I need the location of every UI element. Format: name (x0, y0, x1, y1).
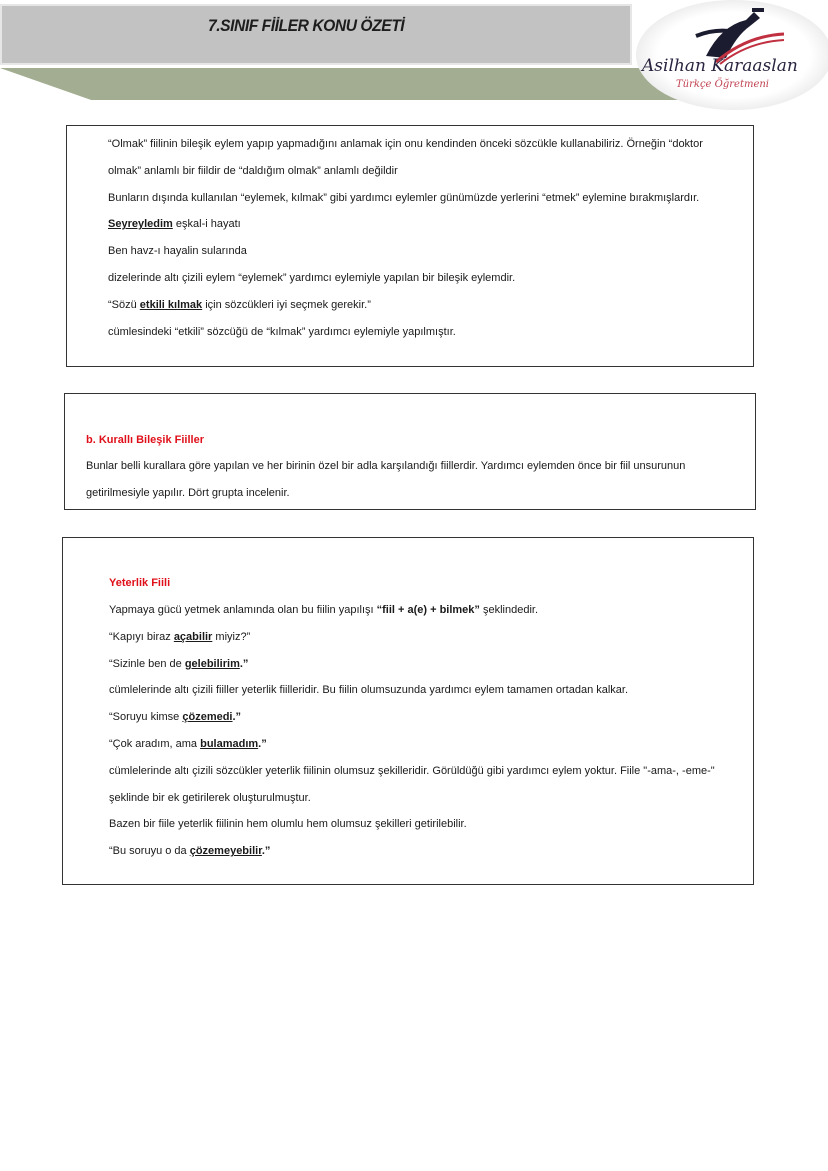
text-segment: .” (232, 711, 242, 724)
text-segment: “Sizinle ben de (109, 657, 185, 670)
text-line (109, 711, 241, 723)
text-segment: “Olmak” fiilinin bileşik eylem yapıp yapmadığını anlamak için onu kendinden önceki sözcükle kullanabiliriz. Örneğin “doktor (108, 138, 703, 150)
text-segment: dizelerinde altı çizili eylem “eylemek” yardımcı eylemiyle yapılan bir bileşik eylemdir. (108, 272, 516, 284)
text-line (109, 738, 267, 750)
text-segment: olmak” anlamlı bir fiildir de “daldığım olmak” anlamlı değildir (108, 164, 398, 177)
text-line (108, 138, 703, 150)
text-line (109, 765, 715, 777)
underlined-verb: çözemeyebilir (189, 845, 262, 858)
underlined-verb: gelebilirim (184, 657, 240, 670)
text-segment: .” (239, 657, 249, 670)
text-segment: “Soruyu kimse (109, 711, 183, 724)
text-segment: şeklindedir. (479, 604, 539, 616)
logo-subtitle: Türkçe Öğretmeni (676, 79, 770, 90)
text-segment: Yapmaya gücü yetmek anlamında olan bu fiilin yapılışı (109, 604, 377, 616)
underlined-verb: çözemedi (182, 711, 233, 724)
text-segment: Ben havz-ı hayalin sularında (108, 245, 247, 258)
text-segment: “Bu soruyu o da (109, 845, 190, 858)
text-line (109, 792, 311, 804)
yeterlik-fiili-box (62, 537, 754, 885)
text-line (109, 684, 628, 696)
text-line (86, 460, 685, 472)
section-heading: Yeterlik Fiili (109, 577, 171, 589)
text-segment: “fiil + a(e) + bilmek” (376, 604, 480, 616)
text-line (108, 165, 398, 177)
text-segment: .” (261, 845, 271, 858)
text-segment: “Çok aradım, ama (109, 738, 201, 750)
text-segment: miyiz?” (212, 630, 251, 643)
text-line (108, 299, 371, 311)
header-bar (0, 4, 632, 65)
underlined-verb: açabilir (173, 630, 213, 643)
text-segment: .” (258, 738, 267, 750)
text-segment: için sözcükleri iyi seçmek gerekir.” (202, 298, 371, 311)
underlined-verb: Seyreyledim (108, 218, 173, 231)
kuralli-bilesik-fiiller-box (64, 393, 756, 510)
text-line (109, 845, 270, 857)
text-segment: getirilmesiyle yapılır. Dört grupta incelenir. (86, 487, 290, 499)
author-logo (636, 0, 828, 110)
text-line (109, 818, 467, 830)
text-segment: cümlelerinde altı çizili sözcükler yeterlik fiilinin olumsuz şekilleridir. Görüldüğü gibi yardımcı eylem yoktur. Fiile "-ama-, -eme-" (109, 764, 715, 777)
text-line (109, 604, 538, 616)
text-line (108, 218, 241, 230)
underlined-verb: etkili kılmak (139, 298, 203, 311)
text-segment: Bunların dışında kullanılan “eylemek, kılmak” gibi yardımcı eylemler günümüzde yerlerini “etmek” eylemine bırakmışlardır. (108, 191, 700, 204)
text-segment: cümlesindeki “etkili” sözcüğü de “kılmak” yardımcı eylemiyle yapılmıştır. (108, 325, 456, 338)
text-segment: şeklinde bir ek getirilerek oluşturulmuştur. (109, 791, 311, 804)
text-segment: Bazen bir fiile yeterlik fiilinin hem olumlu hem olumsuz şekilleri getirilebilir. (109, 818, 467, 831)
section-heading: b. Kurallı Bileşik Fiiller (86, 434, 204, 446)
text-line (109, 631, 250, 643)
text-segment: “Sözü (108, 298, 140, 311)
text-line (108, 245, 247, 257)
text-segment: “Kapıyı biraz (109, 630, 174, 643)
text-line (108, 192, 699, 204)
text-segment: eşkal-i hayatı (172, 218, 241, 231)
text-segment: cümlelerinde altı çizili fiiller yeterlik fiilleridir. Bu fiilin olumsuzunda yardımcı eylem tamamen ortadan kalkar. (109, 684, 629, 697)
page-title: 7.SINIF FİİLER KONU ÖZETİ (208, 16, 405, 35)
text-line (86, 487, 290, 499)
text-line (108, 272, 515, 284)
logo-name: Asilhan Karaaslan (642, 56, 798, 76)
text-line (108, 326, 456, 338)
underlined-verb: bulamadım (200, 738, 259, 750)
text-line (109, 658, 248, 670)
text-segment: Bunlar belli kurallara göre yapılan ve her birinin özel bir adla karşılandığı fiillerdir. Yardımcı eylemden önce bir fiil unsurunun (86, 460, 686, 472)
olmak-compound-verbs-box (66, 125, 754, 367)
